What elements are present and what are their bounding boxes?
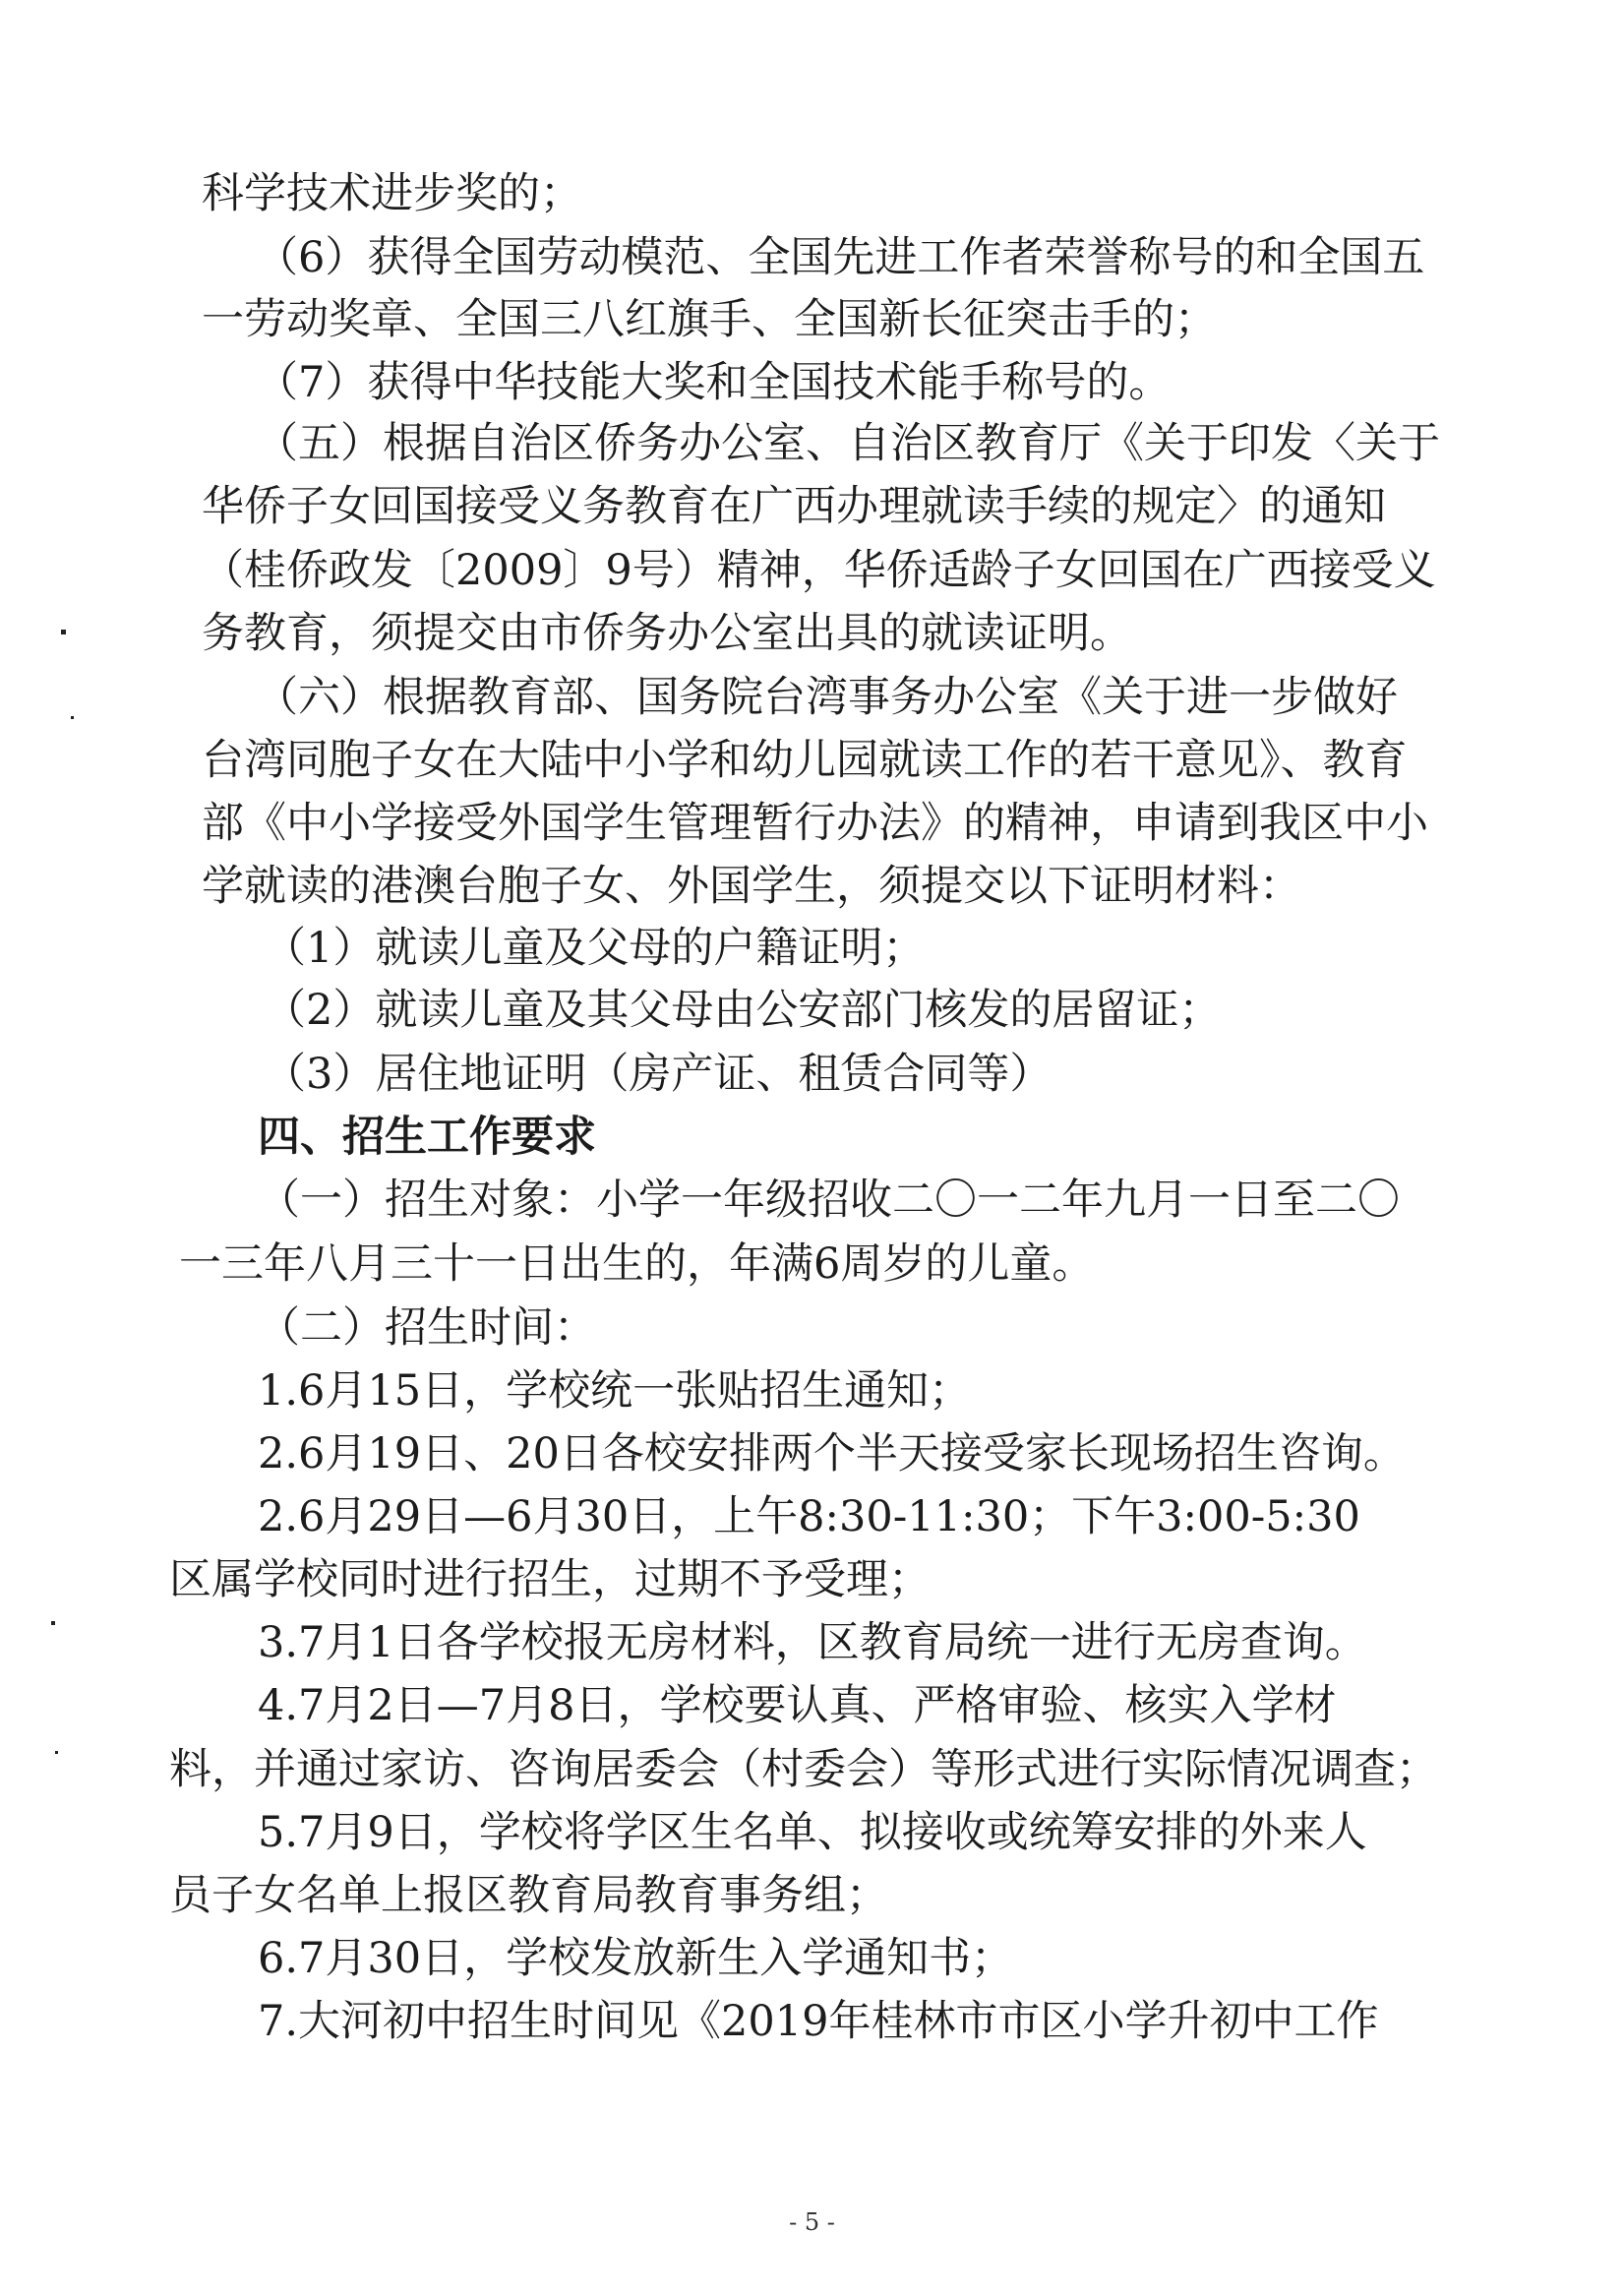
scan-speck <box>71 716 74 719</box>
text-line: 区属学校同时进行招生，过期不予受理； <box>169 1555 931 1604</box>
text-line: 学就读的港澳台胞子女、外国学生，须提交以下证明材料： <box>202 862 1301 911</box>
section-heading: 四、招生工作要求 <box>258 1113 596 1162</box>
text-line: 一劳动奖章、全国三八红旗手、全国新长征突击手的； <box>202 295 1217 344</box>
text-line: 台湾同胞子女在大陆中小学和幼儿园就读工作的若干意见》、教育 <box>202 736 1408 785</box>
scan-speck <box>61 630 66 634</box>
text-line: 部《中小学接受外国学生管理暂行办法》的精神，申请到我区中小 <box>202 799 1428 848</box>
text-line: 5.7月9日，学校将学区生名单、拟接收或统筹安排的外来人 <box>258 1808 1367 1857</box>
text-line: 华侨子女回国接受义务教育在广西办理就读手续的规定〉的通知 <box>202 482 1386 531</box>
text-line: （2）就读儿童及其父母由公安部门核发的居留证； <box>264 986 1222 1035</box>
text-line: （五）根据自治区侨务办公室、自治区教育厅《关于印发〈关于 <box>256 419 1440 468</box>
text-line: 员子女名单上报区教育局教育事务组； <box>169 1871 888 1920</box>
text-line: 4.7月2日—7月8日，学校要认真、严格审验、核实入学材 <box>258 1681 1337 1730</box>
text-line: 务教育，须提交由市侨务办公室出具的就读证明。 <box>202 609 1132 658</box>
text-line: （6）获得全国劳动模范、全国先进工作者荣誉称号的和全国五 <box>256 233 1425 282</box>
text-line: （二）招生时间： <box>258 1303 596 1353</box>
text-line: （桂侨政发〔2009〕9号）精神，华侨适龄子女回国在广西接受义 <box>202 546 1436 595</box>
text-line: （一）招生对象：小学一年级招收二〇一二年九月一日至二〇 <box>258 1176 1400 1225</box>
text-line: （1）就读儿童及父母的户籍证明； <box>264 924 926 973</box>
text-line: 3.7月1日各学校报无房材料，区教育局统一进行无房查询。 <box>258 1618 1367 1667</box>
text-line: （3）居住地证明（房产证、租赁合同等） <box>264 1050 1053 1099</box>
text-line: 一三年八月三十一日出生的，年满6周岁的儿童。 <box>179 1239 1095 1289</box>
scan-speck <box>51 1621 55 1625</box>
text-line: 1.6月15日，学校统一张贴招生通知； <box>258 1366 972 1416</box>
page-number: - 5 - <box>789 2208 835 2236</box>
scan-speck <box>55 1751 58 1754</box>
text-line: 2.6月19日、20日各校安排两个半天接受家长现场招生咨询。 <box>258 1429 1406 1478</box>
text-line: 7.大河初中招生时间见《2019年桂林市市区小学升初中工作 <box>258 1997 1379 2046</box>
text-line: 6.7月30日，学校发放新生入学通知书； <box>258 1934 1014 1983</box>
text-line: （7）获得中华技能大奖和全国技术能手称号的。 <box>256 358 1172 407</box>
text-line: 2.6月29日—6月30日，上午8:30-11:30；下午3:00-5:30 <box>258 1492 1360 1541</box>
text-line: 科学技术进步奖的； <box>202 169 582 218</box>
text-line: （六）根据教育部、国务院台湾事务办公室《关于进一步做好 <box>256 673 1398 722</box>
text-line: 料，并通过家访、咨询居委会（村委会）等形式进行实际情况调查； <box>169 1745 1438 1794</box>
